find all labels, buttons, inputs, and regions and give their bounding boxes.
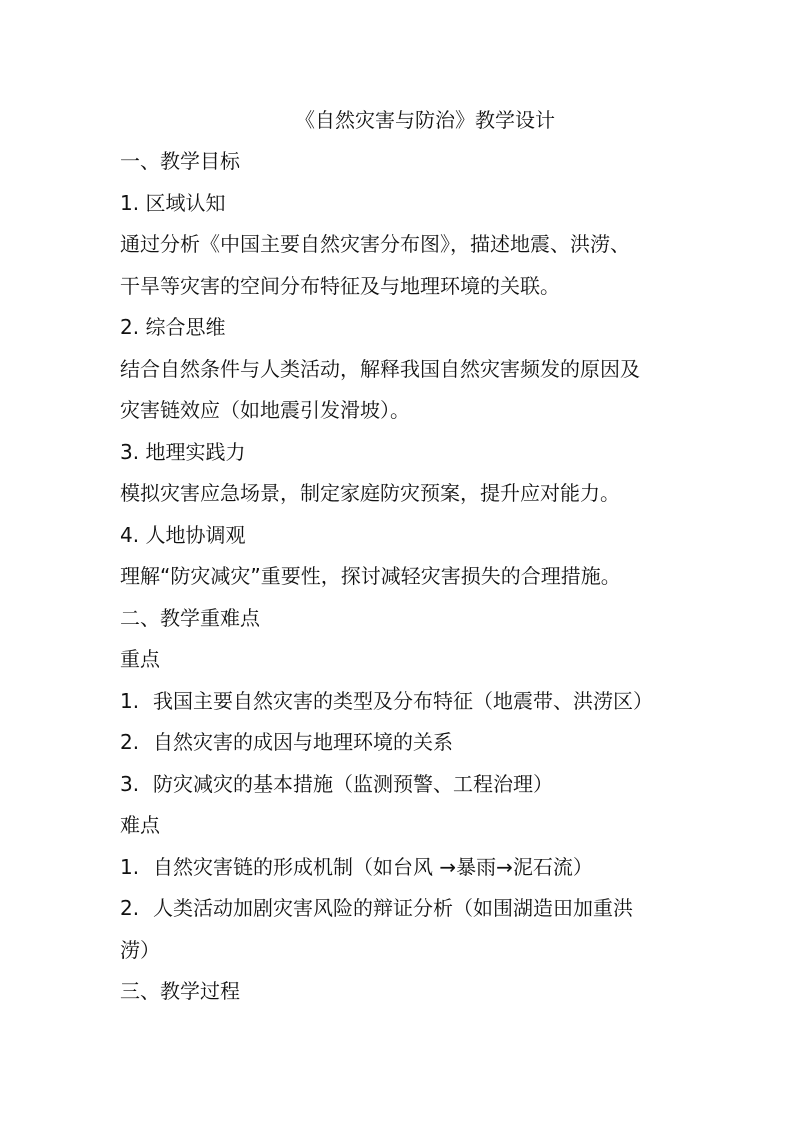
difficult-points-heading: 难点 <box>120 813 160 837</box>
list-item-number: 2. <box>120 896 140 920</box>
key-points-heading: 重点 <box>120 647 160 671</box>
list-item-continuation: 涝） <box>120 937 160 962</box>
objective-1-heading: 1. 区域认知 <box>120 190 226 215</box>
list-item <box>120 764 700 806</box>
objective-3-heading: 3. 地理实践力 <box>120 439 246 464</box>
list-item <box>120 888 700 930</box>
list-item <box>120 722 700 764</box>
list-item-text: 我国主要自然灾害的类型及分布特征（地震带、洪涝区） <box>153 688 653 713</box>
objective-1-text-line1: 通过分析《中国主要自然灾害分布图》，描述地震、洪涝、 <box>120 232 630 256</box>
list-item-number: 1. <box>120 688 140 713</box>
document-page <box>120 100 700 1013</box>
section-heading-key-difficult: 二、教学重难点 <box>120 605 260 630</box>
list-item-number: 3. <box>120 771 140 796</box>
list-item-text: 防灾减灾的基本措施（监测预警、工程治理） <box>153 771 553 796</box>
section-heading-objectives: 一、教学目标 <box>120 149 240 173</box>
list-item-text: 自然灾害链的形成机制（如台风 →暴雨→泥石流） <box>153 854 593 879</box>
objective-4-text: 理解“防灾减灾”重要性，探讨减轻灾害损失的合理措施。 <box>120 564 621 588</box>
section-heading-process: 三、教学过程 <box>120 979 240 1003</box>
list-item <box>120 681 700 723</box>
document-title: 《自然灾害与防治》教学设计 <box>295 108 555 132</box>
list-item-text: 人类活动加剧灾害风险的辩证分析（如围湖造田加重洪 <box>153 896 633 920</box>
list-item-number: 1. <box>120 854 140 879</box>
list-item-text: 自然灾害的成因与地理环境的关系 <box>153 730 453 754</box>
list-item <box>120 847 700 889</box>
objective-2-text-line2: 灾害链效应（如地震引发滑坡）。 <box>120 398 410 422</box>
objective-4-heading: 4. 人地协调观 <box>120 522 246 547</box>
objective-2-text-line1: 结合自然条件与人类活动，解释我国自然灾害频发的原因及 <box>120 356 640 381</box>
list-item-number: 2. <box>120 730 140 754</box>
objective-1-text-line2: 干旱等灾害的空间分布特征及与地理环境的关联。 <box>120 273 560 298</box>
objective-2-heading: 2. 综合思维 <box>120 315 226 339</box>
objective-3-text: 模拟灾害应急场景，制定家庭防灾预案，提升应对能力。 <box>120 481 620 505</box>
